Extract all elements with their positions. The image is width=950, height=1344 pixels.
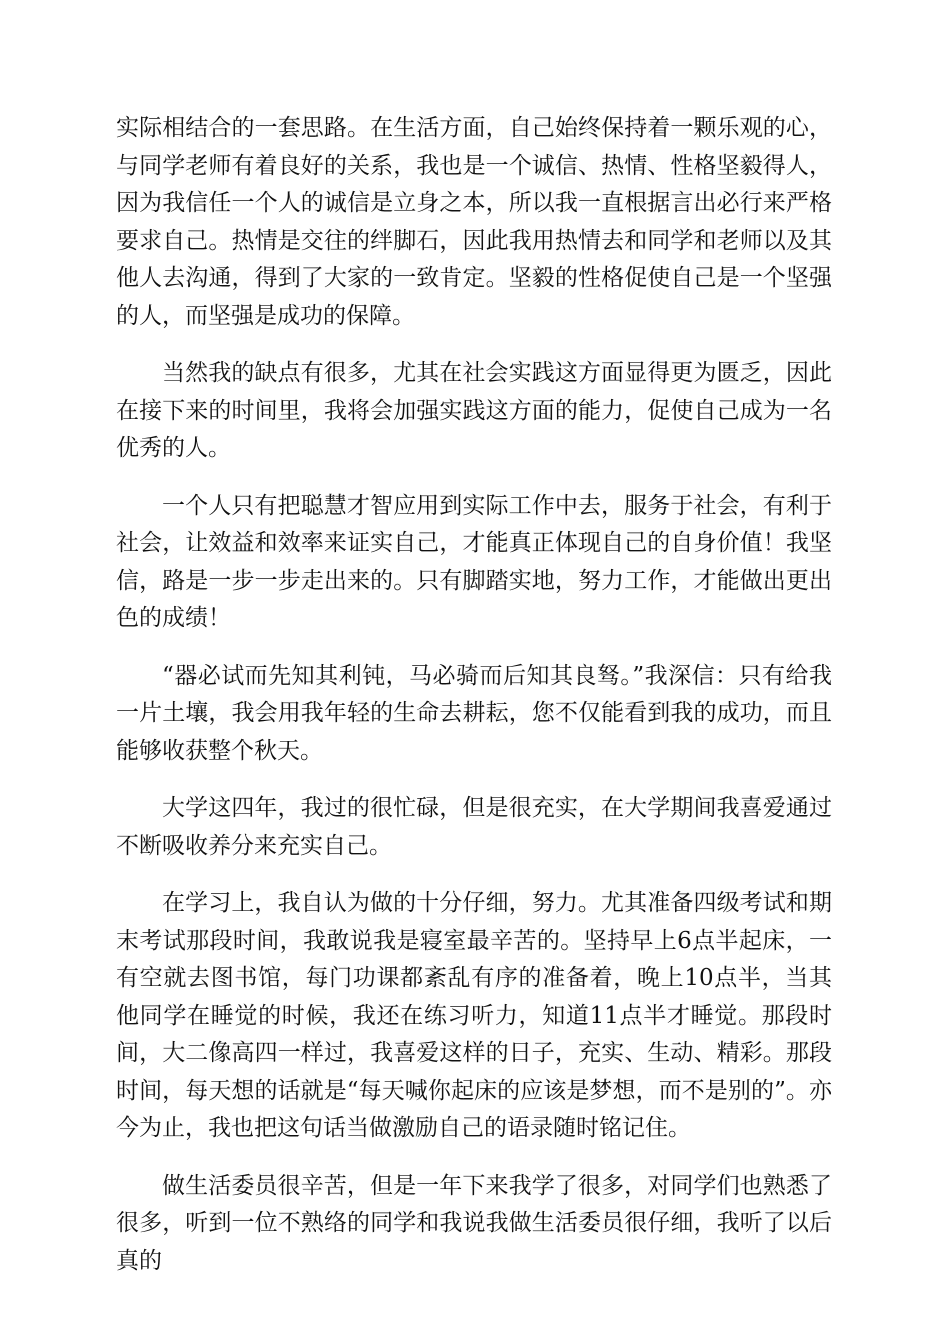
paragraph-continuation: 实际相结合的一套思路。在生活方面，自己始终保持着一颗乐观的心，与同学老师有着良好的关系，我也是一个诚信、热情、性格坚毅得人，因为我信任一个人的诚信是立身之本，所以我一直根据言出必行来严格要求自己。热情是交往的绊脚石，因此我用热情去和同学和老师以及其他人去沟通，得到了大家的一致肯定。坚毅的性格促使自己是一个坚强的人，而坚强是成功的保障。 (116, 115, 832, 329)
paragraph-quote: “器必试而先知其利钝，马必骑而后知其良驽。”我深信：只有给我一片土壤，我会用我年轻的生命去耕耘，您不仅能看到我的成功，而且能够收获整个秋天。 (116, 662, 832, 764)
paragraph-university-years: 大学这四年，我过的很忙碌，但是很充实，在大学期间我喜爱通过不断吸收养分来充实自己。 (116, 795, 832, 859)
paragraph-study: 在学习上，我自认为做的十分仔细，努力。尤其准备四级考试和期末考试那段时间，我敢说我是寝室最辛苦的。坚持早上6点半起床，一有空就去图书馆，每门功课都紊乱有序的准备着，晚上10点半，当其他同学在睡觉的时候，我还在练习听力，知道11点半才睡觉。那段时间，大二像高四一样过，我喜爱这样的日子，充实、生动、精彩。那段时间，每天想的话就是“每天喊你起床的应该是梦想，而不是别的”。亦今为止，我也把这句话当做激励自己的语录随时铭记住。 (116, 890, 832, 1141)
paragraph-life-committee: 做生活委员很辛苦，但是一年下来我学了很多，对同学们也熟悉了很多，听到一位不熟络的同学和我说我做生活委员很仔细，我听了以后真的 (116, 1172, 832, 1274)
paragraph-shortcomings: 当然我的缺点有很多，尤其在社会实践这方面显得更为匮乏，因此在接下来的时间里，我将会加强实践这方面的能力，促使自己成为一名优秀的人。 (116, 360, 832, 461)
paragraph-self-value: 一个人只有把聪慧才智应用到实际工作中去，服务于社会，有利于社会，让效益和效率来证实自己，才能真正体现自己的自身价值！我坚信，路是一步一步走出来的。只有脚踏实地，努力工作，才能做出更出色的成绩！ (116, 492, 832, 631)
document-page (116, 110, 832, 1300)
